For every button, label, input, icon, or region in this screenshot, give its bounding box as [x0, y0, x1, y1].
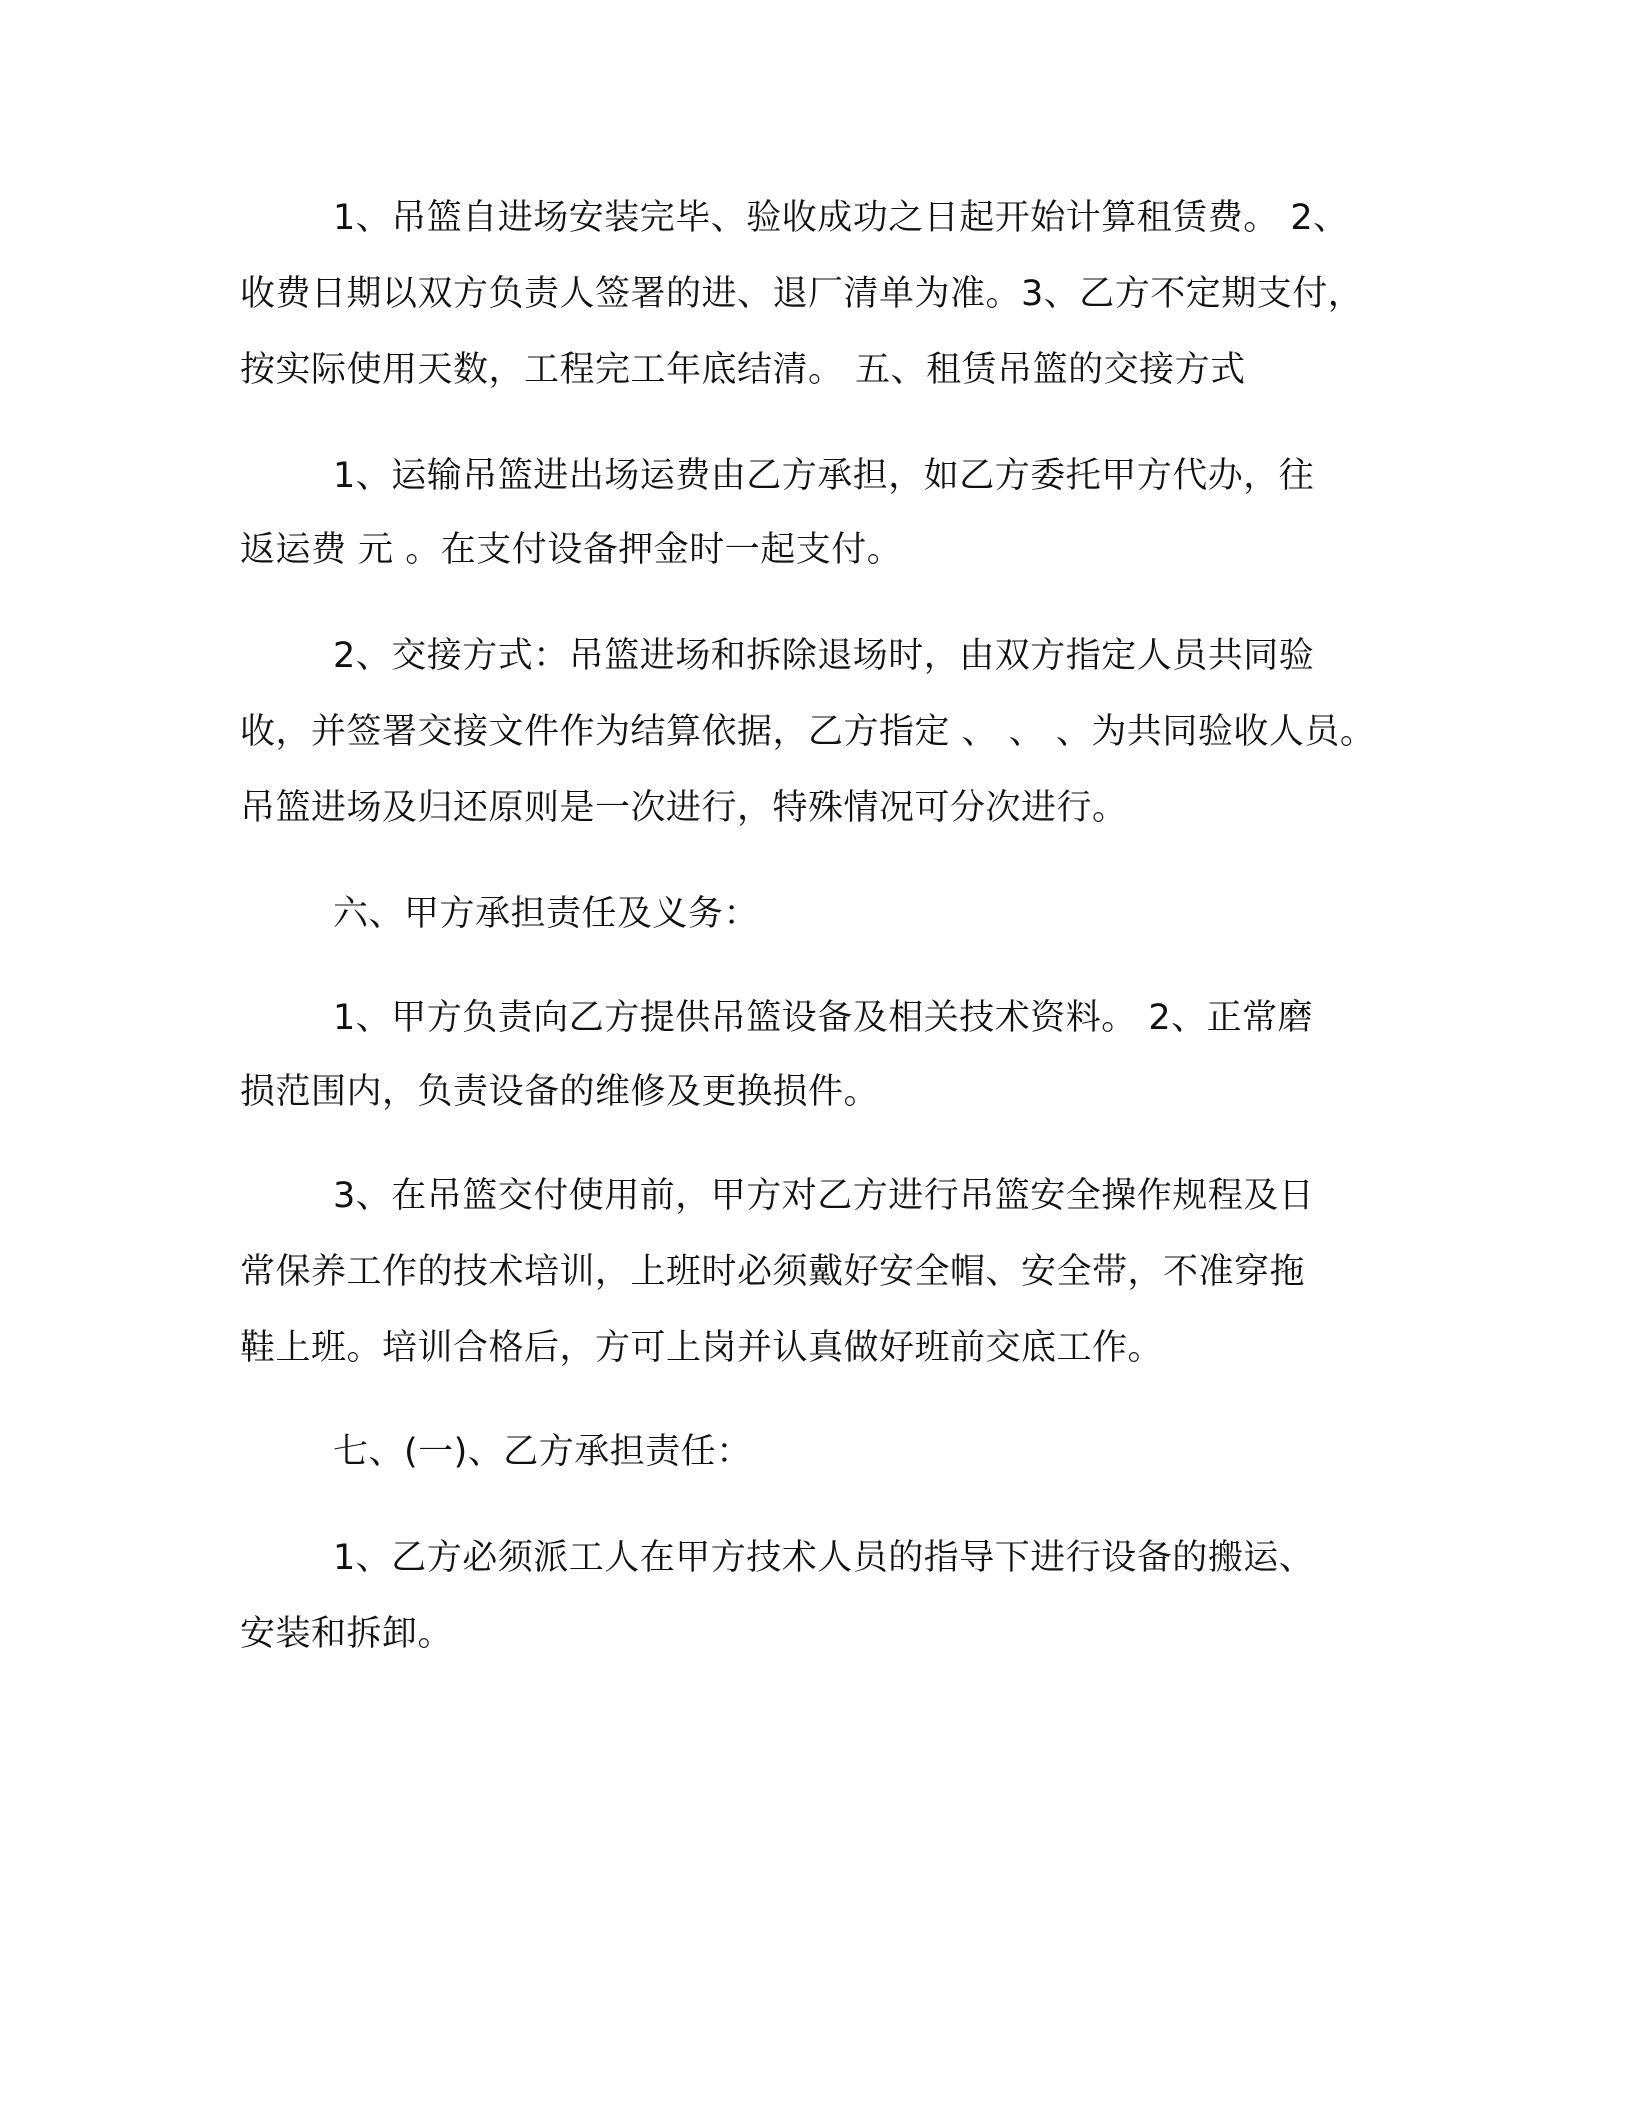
section-heading: 六、甲方承担责任及义务： — [333, 894, 760, 934]
text-line: 2、交接方式：吊篮进场和拆除退场时，由双方指定人员共同验 — [333, 636, 1315, 676]
section-heading: 七、(一)、乙方承担责任： — [333, 1432, 752, 1472]
text-line: 1、吊篮自进场安装完毕、验收成功之日起开始计算租赁费。 2、 — [333, 198, 1349, 238]
text-line: 返运费 元 。在支付设备押金时一起支付。 — [240, 530, 903, 570]
text-line: 1、运输吊篮进出场运费由乙方承担，如乙方委托甲方代办，往 — [333, 456, 1315, 496]
text-line: 1、乙方必须派工人在甲方技术人员的指导下进行设备的搬运、 — [333, 1538, 1315, 1578]
text-line: 损范围内，负责设备的维修及更换损件。 — [240, 1072, 880, 1112]
text-line: 鞋上班。培训合格后，方可上岗并认真做好班前交底工作。 — [240, 1328, 1164, 1368]
text-line: 3、在吊篮交付使用前，甲方对乙方进行吊篮安全操作规程及日 — [333, 1176, 1315, 1216]
text-line: 收，并签署交接文件作为结算依据，乙方指定 、 、 、为共同验收人员。 — [240, 712, 1376, 752]
text-line: 按实际使用天数，工程完工年底结清。 五、租赁吊篮的交接方式 — [240, 350, 1246, 390]
text-line: 1、甲方负责向乙方提供吊篮设备及相关技术资料。 2、正常磨 — [333, 998, 1314, 1038]
text-line: 安装和拆卸。 — [240, 1614, 454, 1654]
text-line: 常保养工作的技术培训，上班时必须戴好安全帽、安全带，不准穿拖 — [240, 1252, 1306, 1292]
text-line: 吊篮进场及归还原则是一次进行，特殊情况可分次进行。 — [240, 788, 1128, 828]
text-line: 收费日期以双方负责人签署的进、退厂清单为准。3、乙方不定期支付， — [240, 274, 1364, 314]
